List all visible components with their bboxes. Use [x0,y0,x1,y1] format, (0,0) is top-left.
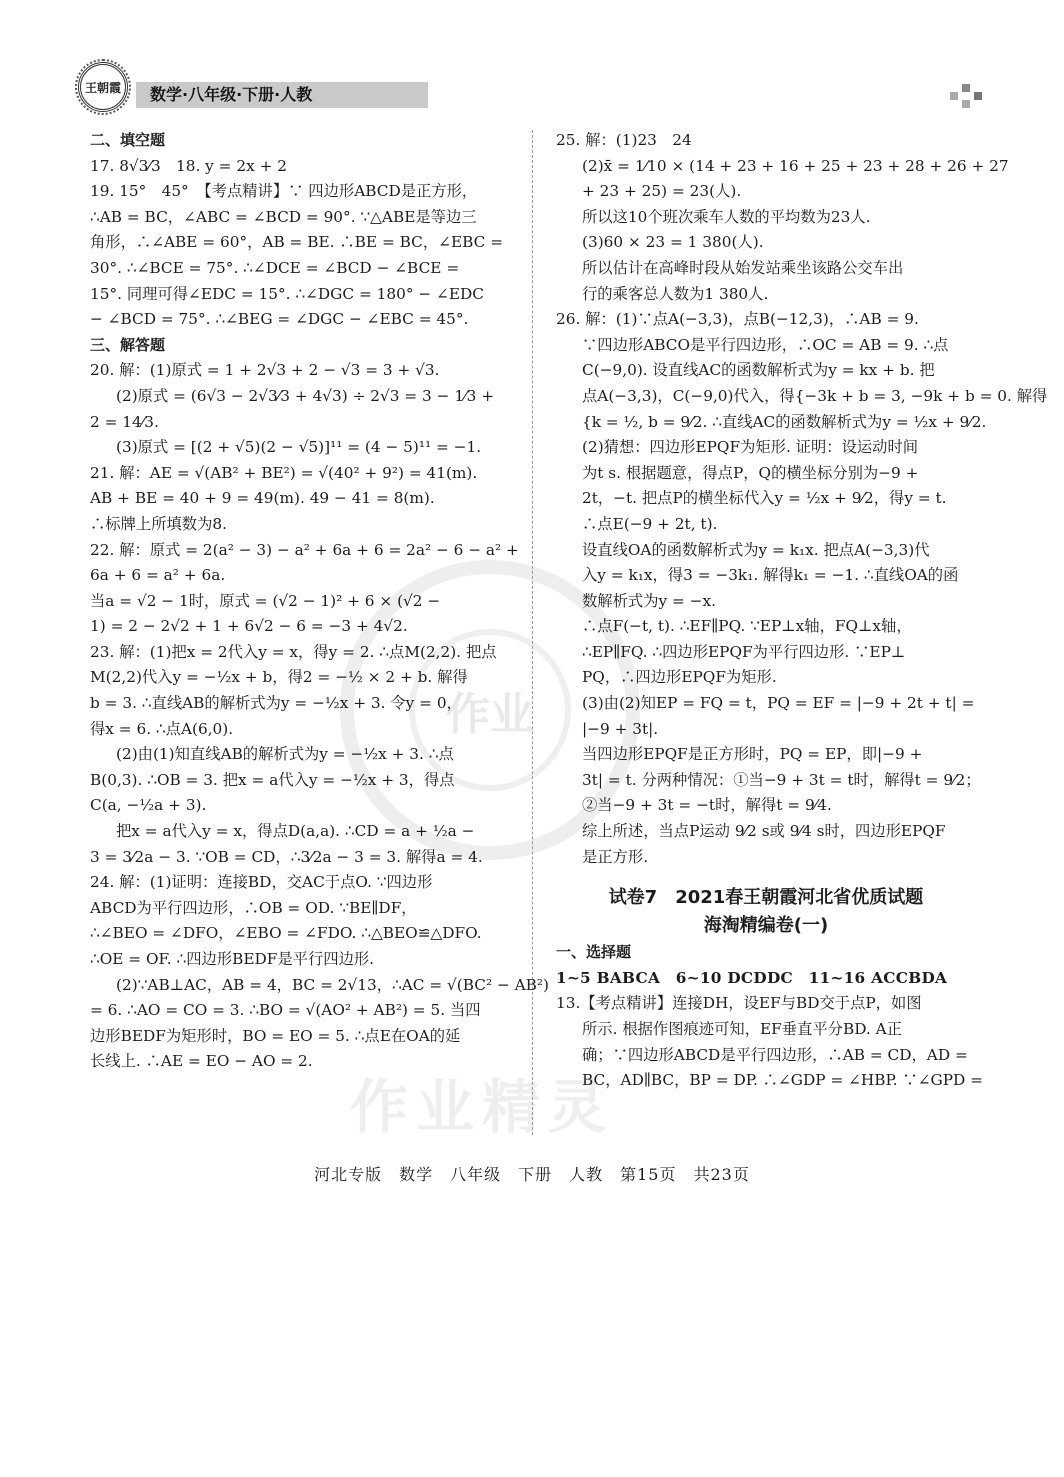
watermark-text: 作业精灵 [350,1073,615,1141]
watermark-seal-inner: 作业 [409,629,571,791]
text-line: (3)60 × 23 = 1 380(人). [582,233,764,252]
text-line: 1) = 2 − 2√2 + 1 + 6√2 − 6 = −3 + 4√2. [90,617,408,636]
text-line: 是正方形. [582,847,649,866]
text-line: 当四边形EPQF是正方形时，PQ = EP，即|−9 + [582,745,923,764]
text-line: 20. 解：(1)原式 = 1 + 2√3 + 2 − √3 = 3 + √3. [90,361,440,380]
text-line: 2 = 14⁄3. [90,412,159,431]
page-footer: 河北专版 数学 八年级 下册 人教 第15页 共23页 [314,1165,750,1184]
text-line: ∴点F(−t, t). ∴EF∥PQ. ∵EP⊥x轴，FQ⊥x轴， [582,617,912,636]
text-line: 3t| = t. 分两种情况：①当−9 + 3t = t时，解得t = 9⁄2； [582,770,981,789]
text-line: 所以这10个班次乘车人数的平均数为23人. [582,207,871,226]
text-line: 19. 15° 45° 【考点精讲】∵ 四边形ABCD是正方形， [90,182,478,201]
text-line: PQ，∴四边形EPQF为矩形. [582,668,777,687]
text-line: (2)∵AB⊥AC，AB = 4，BC = 2√13，∴AC = √(BC² − AB²) [116,975,550,994]
text-line: 行的乘客总人数为1 380人. [582,284,769,303]
text-line: ∴标牌上所填数为8. [90,514,227,533]
text-line: C(−9,0). 设直线AC的函数解析式为y = kx + b. 把 [582,361,935,380]
text-line: 30°. ∴∠BCE = 75°. ∴∠DCE = ∠BCD − ∠BCE = [90,258,460,277]
text-line: 2t，−t. 把点P的横坐标代入y = ½x + 9⁄2，得y = t. [582,489,947,508]
text-line: 当a = √2 − 1时，原式 = (√2 − 1)² + 6 × (√2 − [90,591,441,610]
choice-answers: 1~5 BABCA 6~10 DCDDC 11~16 ACCBDA [556,968,948,987]
text-line: 26. 解：(1)∵点A(−3,3)，点B(−12,3)，∴AB = 9. [556,310,919,329]
text-line: (2)由(1)知直线AB的解析式为y = −½x + 3. ∴点 [116,745,454,764]
text-line: (2)原式 = (6√3 − 2√3⁄3 + 4√3) ÷ 2√3 = 3 − 1⁄3 + [116,386,495,405]
text-line: 24. 解：(1)证明：连接BD，交AC于点O. ∵四边形 [90,873,433,892]
text-line: 3 = 3⁄2a − 3. ∵OB = CD，∴3⁄2a − 3 = 3. 解得a = 4. [90,847,483,866]
text-line: {k = ½, b = 9⁄2. ∴直线AC的函数解析式为y = ½x + 9⁄2. [582,412,987,431]
header-title: 数学·八年级·下册·人教 [136,82,428,108]
text-line: 把x = a代入y = x，得点D(a,a). ∴CD = a + ½a − [116,822,475,841]
text-line: (2)猜想：四边形EPQF为矩形. 证明：设运动时间 [582,438,919,457]
text-line: (3)原式 = [(2 + √5)(2 − √5)]¹¹ = (4 − 5)¹¹ = −1. [116,438,482,457]
text-line: ABCD为平行四边形，∴OB = OD. ∵BE∥DF， [90,898,417,917]
text-line: |−9 + 3t|. [582,719,659,738]
text-line: 入y = k₁x，得3 = −3k₁. 解得k₁ = −1. ∴直线OA的函 [582,566,959,585]
text-line: C(a, −½a + 3). [90,796,207,815]
text-line: ∴∠BEO = ∠DFO，∠EBO = ∠FDO. ∴△BEO≌△DFO. [90,924,482,943]
text-line: M(2,2)代入y = −½x + b，得2 = −½ × 2 + b. 解得 [90,668,468,687]
page-header [78,62,978,112]
text-line: − ∠BCD = 75°. ∴∠BEG = ∠DGC − ∠EBC = 45°. [90,310,469,329]
text-line: AB + BE = 40 + 9 = 49(m). 49 − 41 = 8(m). [90,489,435,508]
text-line: b = 3. ∴直线AB的解析式为y = −½x + 3. 令y = 0， [90,694,462,713]
text-line: 三、解答题 [90,335,166,354]
text-line: (3)由(2)知EP = FQ = t，PQ = EF = |−9 + 2t + t| = [582,694,975,713]
text-line: ∵四边形ABCO是平行四边形，∴OC = AB = 9. ∴点 [582,335,949,354]
text-line: 23. 解：(1)把x = 2代入y = x，得y = 2. ∴点M(2,2). 把点 [90,642,497,661]
text-line: 25. 解：(1)23 24 [556,131,692,149]
exam-subtitle: 海淘精编卷(一) [703,915,829,937]
text-line: 确；∵四边形ABCD是平行四边形，∴AB = CD，AD = [582,1045,968,1064]
text-line: ②当−9 + 3t = −t时，解得t = 9⁄4. [582,796,832,815]
text-line: 17. 8√3⁄3 18. y = 2x + 2 [90,156,287,175]
text-line: 21. 解：AE = √(AB² + BE²) = √(40² + 9²) = 41(m). [90,463,478,482]
text-line: + 23 + 25) = 23(人). [582,182,742,201]
left-column [90,128,550,1075]
text-line: 角形，∴∠ABE = 60°，AB = BE. ∴BE = BC，∠EBC = [90,233,504,252]
logo-text: 王朝霞 [84,80,121,95]
text-line: 13.【考点精讲】连接DH，设EF与BD交于点P，如图 [556,994,922,1013]
text-line: B(0,3). ∴OB = 3. 把x = a代入y = −½x + 3，得点 [90,770,455,789]
corner-decoration-square [962,84,970,92]
text-line: 数解析式为y = −x. [582,591,716,610]
right-column [556,128,1048,1094]
text-line: ∴OE = OF. ∴四边形BEDF是平行四边形. [90,950,375,968]
text-line: 设直线OA的函数解析式为y = k₁x. 把点A(−3,3)代 [582,540,930,559]
text-line: ∴EP∥FQ. ∴四边形EPQF为平行四边形. ∵EP⊥ [582,642,906,661]
text-line: 22. 解：原式 = 2(a² − 3) − a² + 6a + 6 = 2a² − 6 − a² + [90,540,519,559]
text-line: 点A(−3,3)，C(−9,0)代入，得{−3k + b = 3, −9k + b = 0. 解得 [582,386,1048,405]
text-line: (2)x̄ = 1⁄10 × (14 + 23 + 16 + 25 + 23 + 28 + 26 + 27 [582,156,1009,175]
text-line: 6a + 6 = a² + 6a. [90,566,226,585]
publisher-logo [78,62,128,112]
text-line: 综上所述，当点P运动 9⁄2 s或 9⁄4 s时，四边形EPQF [582,822,946,841]
corner-decoration-square [950,92,958,100]
section-heading: 一、选择题 [556,943,632,962]
text-line: 为t s. 根据题意，得点P，Q的横坐标分别为−9 + [582,463,919,482]
text-line: = 6. ∴AO = CO = 3. ∴BO = √(AO² + AB²) = 5. 当四 [90,1001,481,1020]
text-line: 得x = 6. ∴点A(6,0). [90,719,234,738]
corner-decoration-square [962,100,970,108]
text-line: ∴点E(−9 + 2t, t). [582,514,718,533]
text-line: ∴AB = BC，∠ABC = ∠BCD = 90°. ∵△ABE是等边三 [90,207,477,226]
exam-title: 试卷7 2021春王朝霞河北省优质试题 [608,887,924,909]
text-line: BC，AD∥BC，BP = DP. ∴∠GDP = ∠HBP. ∵∠GPD = [582,1071,984,1090]
text-line: 二、填空题 [90,131,166,149]
text-line: 所以估计在高峰时段从始发站乘坐该路公交车出 [582,258,904,277]
text-line: 15°. 同理可得∠EDC = 15°. ∴∠DGC = 180° − ∠EDC [90,284,484,303]
text-line: 长线上. ∴AE = EO − AO = 2. [90,1052,313,1071]
text-line: 所示. 根据作图痕迹可知，EF垂直平分BD. A正 [582,1020,902,1038]
text-line: 边形BEDF为矩形时，BO = EO = 5. ∴点E在OA的延 [90,1026,461,1045]
corner-decoration-square [974,92,982,100]
